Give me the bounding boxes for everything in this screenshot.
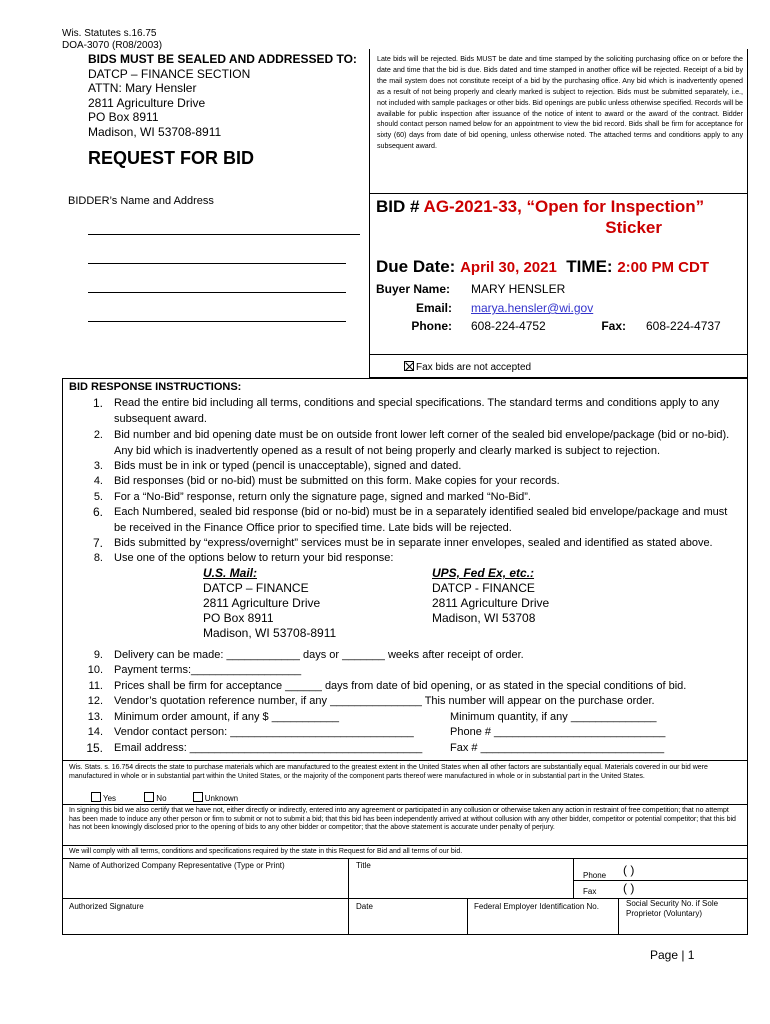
item-text: Any bid which is inadvertently opened as a result of not being properly and clearly marked is subject to rejection. [114, 444, 661, 457]
fax-value: 608-224-4737 [646, 319, 721, 333]
divider [63, 845, 747, 846]
address-line: Madison, WI 53708 [432, 611, 536, 625]
due-date-value: April 30, 2021 [460, 259, 557, 276]
address-line: PO Box 8911 [88, 110, 159, 124]
item-number: 3. [93, 460, 103, 472]
statute-reference: Wis. Statutes s.16.75 [62, 28, 157, 39]
item-number: 12. [87, 695, 103, 707]
item-text: Use one of the options below to return your bid response: [114, 552, 394, 564]
bid-prefix: BID # [376, 197, 424, 216]
buyer-name-value: MARY HENSLER [471, 282, 566, 296]
phone-value: 608-224-4752 [471, 319, 546, 333]
item-number: 9. [93, 649, 103, 661]
item-text: Each Numbered, sealed bid response (bid or no-bid) must be in a separately identified sealed bid envelope/package and must [114, 506, 728, 518]
due-date-label: Due Date: [376, 257, 456, 276]
bid-info-box [369, 194, 748, 354]
bid-number-value: AG-2021-33, “Open for Inspection” [423, 197, 705, 216]
page-number: Page | 1 [650, 948, 695, 962]
address-line: Madison, WI 53708-8911 [88, 124, 222, 139]
item-text: Bid responses (bid or no-bid) must be submitted on this form. Make copies for your records. [114, 475, 560, 487]
us-mail-heading: U.S. Mail: [203, 566, 258, 580]
vendor-contact-field[interactable]: Vendor contact person: ______________________________ [114, 726, 414, 738]
item-text: Bids must be in ink or typed (pencil is unacceptable), signed and dated. [114, 460, 462, 472]
address-heading: BIDS MUST BE SEALED AND ADDRESSED TO: [88, 52, 357, 66]
us-mail-address [203, 566, 336, 641]
address-line: DATCP - FINANCE [432, 581, 535, 595]
phone-area-code[interactable]: ( ) [623, 863, 635, 877]
fax-note-box [369, 354, 748, 378]
bidder-name-line[interactable] [88, 234, 360, 235]
preference-options [69, 792, 741, 804]
item-number: 4. [93, 475, 103, 487]
item-number: 14. [87, 726, 103, 738]
fax-note [404, 361, 531, 373]
bid-number [376, 196, 742, 238]
item-number: 2. [93, 429, 103, 441]
yes-label: Yes [103, 794, 117, 803]
date-label: Date [356, 902, 373, 911]
divider [618, 898, 619, 935]
address-line: ATTN: Mary Hensler [88, 81, 197, 95]
payment-terms-field[interactable]: Payment terms:__________________ [114, 664, 302, 676]
address-line: PO Box 8911 [203, 611, 274, 625]
item-text: be received in the Finance Office prior to specified time. Late bids will be rejected. [114, 521, 512, 534]
mailing-address-block [88, 52, 357, 139]
fax-label: Fax: [601, 319, 626, 333]
late-bid-notice: Late bids will be rejected. Bids MUST be date and time stamped by the soliciting purchasing office on or before the date and time that the bid is due. Bids dated and time stamped in another office will be rejected. Receipt of a bid by the mail system does not constitute receipt of a bid by the purchasing office. Any bid which is inadvertently opened as a result of not being properly and clearly marked is subject to rejection. Bids must be submitted separately, i.e., not included with sample packages or other bids. Bid openings are public unless otherwise specified. Records will be available for public inspection after issuance of the notice of intent to award or the award of the contract. Bidder should contact person named below for an appointment to view the bid record. Bids shall be firm for acceptance for sixty (60) days from date of bid opening, unless otherwise noted. The attached terms and conditions apply to any subsequent award. [377, 55, 743, 151]
divider [63, 804, 747, 805]
representative-name-label: Name of Authorized Company Representative (Type or Print) [69, 861, 285, 870]
item-text: Bid number and bid opening date must be on outside front lower left corner of the sealed bid envelope/package (bid or no-bid). [114, 429, 730, 441]
compliance-statement: We will comply with all terms, conditions and specifications required by the state in this Request for Bid and all terms of our bid. [69, 848, 463, 855]
fax-note-text: Fax bids are not accepted [416, 362, 532, 373]
vendor-fax-field[interactable]: Fax # ______________________________ [450, 742, 665, 754]
divider [63, 858, 747, 859]
item-text: For a “No-Bid” response, return only the signature page, signed and marked “No-Bid”. [114, 491, 531, 503]
item-number: 10. [87, 664, 103, 676]
address-line: 2811 Agriculture Drive [203, 596, 321, 610]
page-title: REQUEST FOR BID [88, 148, 255, 168]
fax-label: Fax [583, 887, 597, 896]
collusion-statement: In signing this bid we also certify that we have not, either directly or indirectly, entered into any agreement or participated in any collusion or otherwise taken any action in restraint of free competition; that no attempt has been made to induce any other person or firm to submit or not to submit a bid; that this bid has been independently arrived at without collusion with any other bidder, competitor or potential competitor; that this bid has not been knowingly disclosed prior to the opening of bids to any other bidder or competitor; that the above statement is accurate under penalty of perjury. [69, 807, 736, 832]
form-number: DOA-3070 (R08/2003) [62, 40, 163, 51]
address-line: DATCP – FINANCE SECTION [88, 66, 251, 81]
email-address-field[interactable]: Email address: ______________________________________ [114, 742, 423, 754]
bidder-address-line[interactable] [88, 263, 346, 264]
late-bid-notice-box [369, 49, 748, 194]
email-link[interactable]: marya.hensler@wi.gov [471, 301, 594, 315]
courier-heading: UPS, Fed Ex, etc.: [432, 566, 535, 580]
unknown-label: Unknown [204, 794, 239, 803]
item-text: subsequent award. [114, 412, 207, 425]
instructions-title: BID RESPONSE INSTRUCTIONS: [69, 381, 242, 393]
email-label: Email: [415, 301, 452, 315]
bid-response-instructions [62, 378, 748, 760]
phone-label: Phone: [411, 319, 452, 333]
divider [348, 858, 349, 935]
item-number: 13. [87, 711, 103, 723]
minimum-quantity-field[interactable]: Minimum quantity, if any ______________ [450, 711, 657, 723]
quotation-reference-field[interactable]: Vendor’s quotation reference number, if any _______________ This number will appear on the purchase order. [114, 695, 655, 707]
price-firm-field[interactable]: Prices shall be firm for acceptance ______ days from date of bid opening, or as stated in the special conditions of bid. [114, 680, 687, 692]
ssn-label: Social Security No. if Sole Proprietor (Voluntary) [626, 899, 719, 918]
bidder-address-line[interactable] [88, 292, 346, 293]
bidder-label: BIDDER’s Name and Address [68, 195, 214, 207]
due-date-line [376, 257, 709, 277]
fein-label: Federal Employer Identification No. [474, 902, 599, 911]
divider [467, 898, 468, 935]
fax-area-code[interactable]: ( ) [623, 881, 635, 895]
bidder-address-line[interactable] [88, 321, 346, 322]
phone-label: Phone [583, 871, 607, 880]
checked-box-icon [404, 361, 414, 371]
minimum-order-field[interactable]: Minimum order amount, if any $ ___________ [114, 711, 340, 723]
title-label: Title [356, 861, 371, 870]
item-number: 7. [92, 536, 103, 550]
address-line: 2811 Agriculture Drive [88, 95, 206, 110]
divider [573, 858, 574, 898]
item-text: Bids submitted by “express/overnight” services must be in separate inner envelopes, sealed and identified as stated above. [114, 537, 713, 549]
buyer-name-label: Buyer Name: [375, 282, 450, 296]
vendor-phone-field[interactable]: Phone # ____________________________ [450, 726, 666, 738]
address-line: Madison, WI 53708-8911 [203, 626, 337, 640]
yes-checkbox[interactable] [91, 792, 101, 802]
item-number: 1. [92, 396, 103, 410]
no-label: No [156, 794, 167, 803]
no-checkbox[interactable] [144, 792, 154, 802]
unknown-checkbox[interactable] [193, 792, 203, 802]
form-header [62, 28, 162, 52]
signature-label: Authorized Signature [69, 902, 144, 911]
item-number: 5. [93, 491, 103, 503]
address-line: 2811 Agriculture Drive [432, 596, 550, 610]
item-text: Read the entire bid including all terms, conditions and special specifications. The standard terms and conditions apply to any [114, 397, 720, 409]
item-number: 6. [92, 505, 103, 519]
item-number: 15. [86, 741, 103, 755]
time-label: TIME: [566, 257, 613, 276]
certification-box [62, 760, 748, 935]
courier-address [432, 566, 549, 626]
address-line: DATCP – FINANCE [203, 581, 309, 595]
divider [573, 880, 747, 881]
item-number: 8. [93, 552, 103, 564]
item-number: 11. [88, 680, 103, 692]
bid-number-value-line2: Sticker [605, 218, 662, 237]
time-value: 2:00 PM CDT [617, 259, 709, 276]
delivery-field[interactable]: Delivery can be made: ____________ days or _______ weeks after receipt of order. [114, 649, 524, 661]
us-preference-statement: Wis. Stats. s. 16.754 directs the state to purchase materials which are manufactured to the greatest extent in the United States when all other factors are substantially equal. Materials covered in our bid were manufactured in whole or in substantial part within the United States, or the majority of the component parts thereof were manufactured in whole or in substantial part in the United States. [69, 764, 708, 780]
